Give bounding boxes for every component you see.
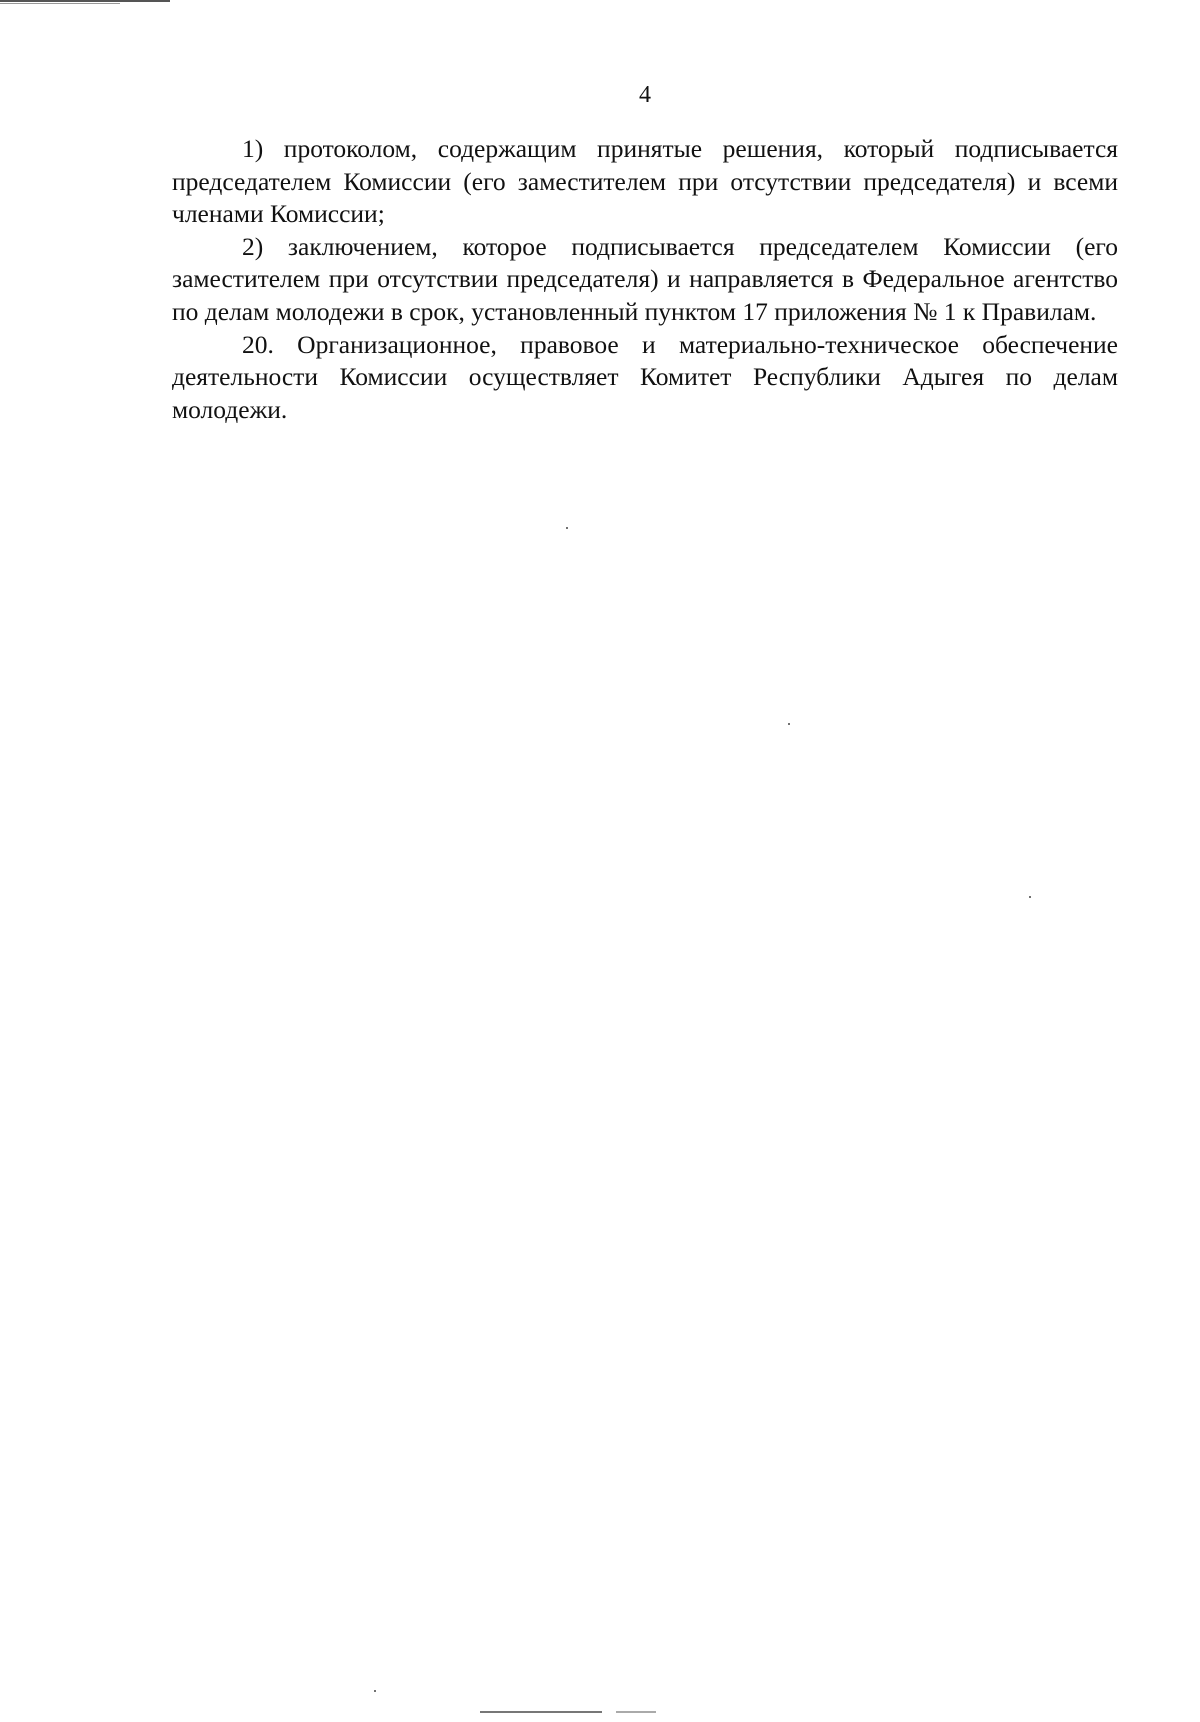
- scan-speck: [566, 527, 568, 529]
- document-body: [172, 133, 1118, 426]
- page-number: 4: [639, 82, 651, 108]
- scan-speck: [1029, 896, 1031, 898]
- paragraph-item-20: 20. Организационное, правовое и материально-техническое обеспечение деятельности Комиссии осуществляет Комитет Республики Адыгея по делам молодежи.: [172, 329, 1118, 424]
- scan-speck: [374, 1690, 376, 1692]
- scan-artifact-top-line: [0, 0, 170, 2]
- scan-artifact-bottom-line: [616, 1711, 656, 1713]
- scan-artifact-top-line-thin: [0, 3, 120, 4]
- scan-speck: [788, 723, 790, 725]
- paragraph-conclusion: 2) заключением, которое подписывается председателем Комиссии (его заместителем при отсутствии председателя) и направляется в Федеральное агентство по делам молодежи в срок, установленный пунктом 17 приложения № 1 к Правилам.: [172, 231, 1118, 326]
- scan-artifact-bottom-line: [480, 1711, 602, 1713]
- paragraph-protocol: 1) протоколом, содержащим принятые решения, который подписывается председателем Комиссии (его заместителем при отсутствии председателя) и всеми членами Комиссии;: [172, 134, 1118, 229]
